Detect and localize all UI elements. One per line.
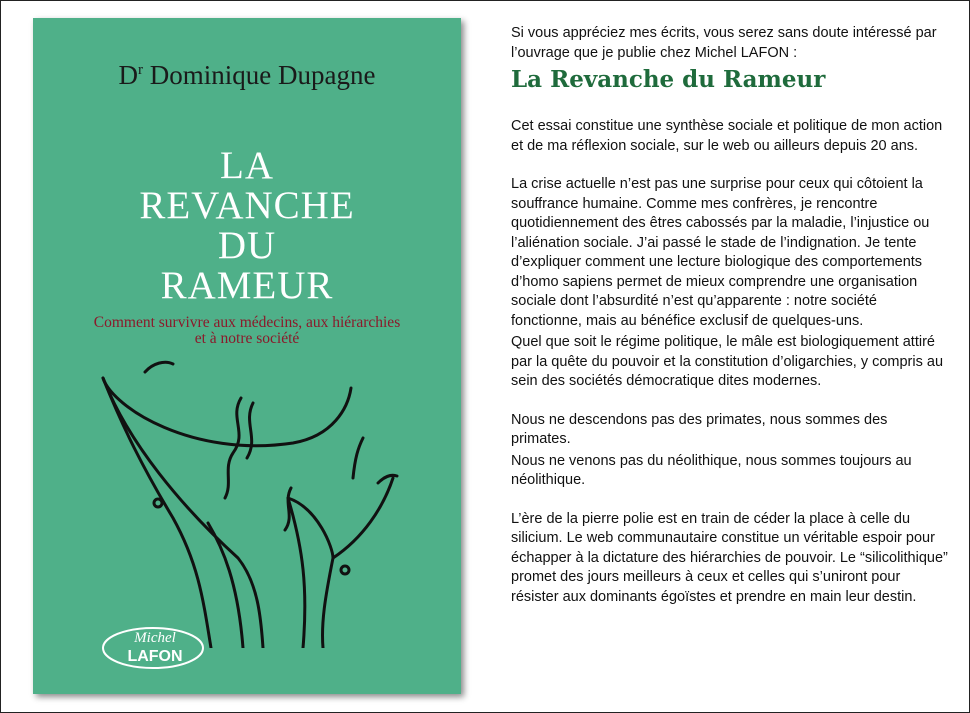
cover-title	[33, 146, 461, 306]
cover-subtitle: Comment survivre aux médecins, aux hiérarchies et à notre société	[93, 314, 401, 347]
svg-text:Michel: Michel	[134, 630, 176, 646]
paragraph-neolithic: Nous ne venons pas du néolithique, nous sommes toujours au néolithique.	[511, 452, 912, 488]
paragraph-synthesis: Cet essai constitue une synthèse sociale et politique de mon action et de ma réflexion sociale, sur le web ou ailleurs depuis 20 ans.	[511, 118, 943, 154]
svg-text:LAFON: LAFON	[127, 648, 183, 665]
cover-author: $D^r$ Dominique Dupagne	[118, 60, 376, 90]
intro-text: Si vous appréciez mes écrits, vous serez sans doute intéressé par l’ouvrage que je publie chez Michel LAFON :	[511, 25, 937, 61]
paragraph-crisis: La crise actuelle n’est pas une surprise pour ceux qui côtoient la souffrance humaine. Comme mes confrères, je rencontre quotidiennement des êtres cabossés par la maladie, l’injustice ou l’aliénation sociale. J’ai passé le stade de l’indignation. Je tente d’expliquer comment une lecture biologique des comportements d’homo sapiens permet de mieux comprendre une organisation sociale dont l’absurdité n’est qu’apparente : notre société fonctionne, mais au bénéfice exclusif de quelques-uns.	[511, 176, 930, 329]
cover-title-line: LA	[220, 144, 274, 187]
description-column	[511, 24, 951, 607]
cover-title-line: RAMEUR	[160, 264, 334, 307]
paragraph-primates: Nous ne descendons pas des primates, nous sommes des primates.	[511, 411, 888, 447]
paragraph-silicon: L’ère de la pierre polie est en train de céder la place à celle du silicium. Le web communautaire constitue un véritable espoir pour échapper à la dictature des hiérarchies de pouvoir. Le “silicolithique” promet des jours meilleurs à ceux et celles qui s’uniront pour résister aux dominants égoïstes et prendre en main leur destin.	[511, 510, 948, 605]
cover-title-line: DU	[217, 224, 277, 267]
paragraph-politics: Quel que soit le régime politique, le mâle est biologiquement attiré par la quête du pouvoir et la constitution d’oligarchies, y compris au sein des sociétés démocratique dites modernes.	[511, 334, 944, 389]
cover-title-line: REVANCHE	[139, 184, 355, 227]
publisher-logo	[95, 616, 215, 676]
book-title-heading: La Revanche du Rameur	[511, 66, 826, 93]
book-cover	[33, 18, 461, 694]
rower-figures-illustration	[33, 348, 461, 648]
